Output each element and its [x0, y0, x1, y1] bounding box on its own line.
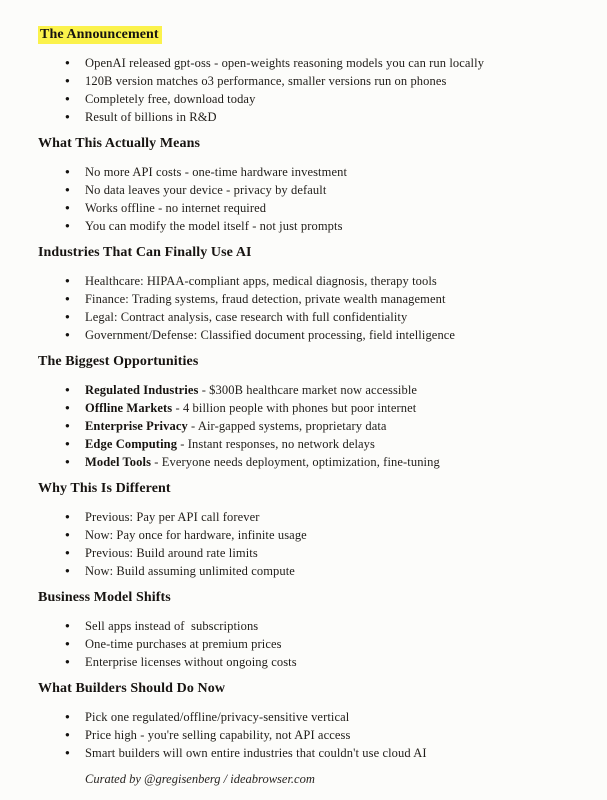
section-heading: [38, 588, 579, 607]
bullet-item: [85, 326, 579, 344]
document-section: [38, 588, 579, 671]
bullet-text: No more API costs - one-time hardware investment: [85, 165, 348, 179]
section-heading-text-highlighted: The Announcement: [38, 26, 162, 44]
bullet-lead-bold: Offline Markets: [85, 401, 173, 415]
document-section: [38, 479, 579, 580]
bullet-text: - Instant responses, no network delays: [177, 437, 376, 451]
section-heading-text: What Builders Should Do Now: [38, 681, 226, 696]
bullet-item: [85, 381, 579, 399]
bullet-item: [85, 744, 579, 762]
section-heading: [38, 679, 579, 698]
section-heading: [38, 134, 579, 153]
document-section: [38, 134, 579, 235]
bullet-text: Now: Pay once for hardware, infinite usage: [85, 528, 307, 542]
bullet-item: [85, 544, 579, 562]
document-section: [38, 243, 579, 344]
bullet-text: Government/Defense: Classified document processing, field intelligence: [85, 328, 456, 342]
bullet-text: Healthcare: HIPAA-compliant apps, medical diagnosis, therapy tools: [85, 274, 437, 288]
document-section: [38, 679, 579, 762]
bullet-item: [85, 54, 579, 72]
bullet-text: Sell apps instead of subscriptions: [85, 619, 259, 633]
bullet-list: [38, 54, 579, 126]
bullet-text: Smart builders will own entire industries that couldn't use cloud AI: [85, 746, 427, 760]
bullet-item: [85, 726, 579, 744]
bullet-list: [38, 708, 579, 762]
bullet-item: [85, 453, 579, 471]
bullet-item: [85, 217, 579, 235]
section-heading: [38, 352, 579, 371]
bullet-item: [85, 108, 579, 126]
attribution-text: Curated by @gregisenberg / ideabrowser.com: [85, 772, 315, 786]
bullet-text: Now: Build assuming unlimited compute: [85, 564, 295, 578]
section-heading-text: Business Model Shifts: [38, 590, 171, 605]
bullet-text: Price high - you're selling capability, not API access: [85, 728, 351, 742]
bullet-text: 120B version matches o3 performance, smaller versions run on phones: [85, 74, 447, 88]
bullet-text: Works offline - no internet required: [85, 201, 267, 215]
bullet-text: Enterprise licenses without ongoing costs: [85, 655, 297, 669]
bullet-item: [85, 181, 579, 199]
bullet-item: [85, 308, 579, 326]
bullet-item: [85, 617, 579, 635]
bullet-text: No data leaves your device - privacy by default: [85, 183, 327, 197]
bullet-item: [85, 526, 579, 544]
bullet-item: [85, 417, 579, 435]
bullet-item: [85, 290, 579, 308]
section-heading: [38, 243, 579, 262]
bullet-text: Completely free, download today: [85, 92, 256, 106]
bullet-item: [85, 272, 579, 290]
bullet-list: [38, 617, 579, 671]
bullet-text: Legal: Contract analysis, case research with full confidentiality: [85, 310, 408, 324]
bullet-text: Previous: Pay per API call forever: [85, 510, 260, 524]
bullet-item: [85, 435, 579, 453]
bullet-text: OpenAI released gpt-oss - open-weights reasoning models you can run locally: [85, 56, 485, 70]
bullet-text: You can modify the model itself - not just prompts: [85, 219, 343, 233]
bullet-item: [85, 199, 579, 217]
bullet-item: [85, 163, 579, 181]
section-heading: [38, 25, 579, 44]
bullet-text: - $300B healthcare market now accessible: [198, 383, 418, 397]
bullet-item: [85, 90, 579, 108]
section-heading-text: Why This Is Different: [38, 481, 171, 496]
bullet-lead-bold: Regulated Industries: [85, 383, 199, 397]
bullet-text: Pick one regulated/offline/privacy-sensitive vertical: [85, 710, 350, 724]
bullet-item: [85, 508, 579, 526]
section-heading-text: What This Actually Means: [38, 136, 200, 151]
bullet-list: [38, 163, 579, 235]
bullet-item: [85, 653, 579, 671]
bullet-lead-bold: Enterprise Privacy: [85, 419, 188, 433]
document-section: [38, 25, 579, 126]
bullet-item: [85, 708, 579, 726]
section-heading-text: Industries That Can Finally Use AI: [38, 245, 252, 260]
bullet-list: [38, 508, 579, 580]
bullet-text: Previous: Build around rate limits: [85, 546, 258, 560]
bullet-text: - Everyone needs deployment, optimization, fine-tuning: [151, 455, 440, 469]
document-section: [38, 352, 579, 471]
document-footer: [38, 770, 579, 788]
section-heading-text: The Biggest Opportunities: [38, 354, 199, 369]
bullet-list: [38, 272, 579, 344]
bullet-item: [85, 635, 579, 653]
bullet-text: Finance: Trading systems, fraud detection, private wealth management: [85, 292, 446, 306]
bullet-item: [85, 562, 579, 580]
section-heading: [38, 479, 579, 498]
bullet-item: [85, 399, 579, 417]
bullet-lead-bold: Edge Computing: [85, 437, 178, 451]
bullet-item: [85, 72, 579, 90]
bullet-text: One-time purchases at premium prices: [85, 637, 282, 651]
bullet-text: Result of billions in R&D: [85, 110, 217, 124]
bullet-text: - 4 billion people with phones but poor internet: [172, 401, 417, 415]
bullet-text: - Air-gapped systems, proprietary data: [187, 419, 387, 433]
bullet-list: [38, 381, 579, 471]
bullet-lead-bold: Model Tools: [85, 455, 152, 469]
